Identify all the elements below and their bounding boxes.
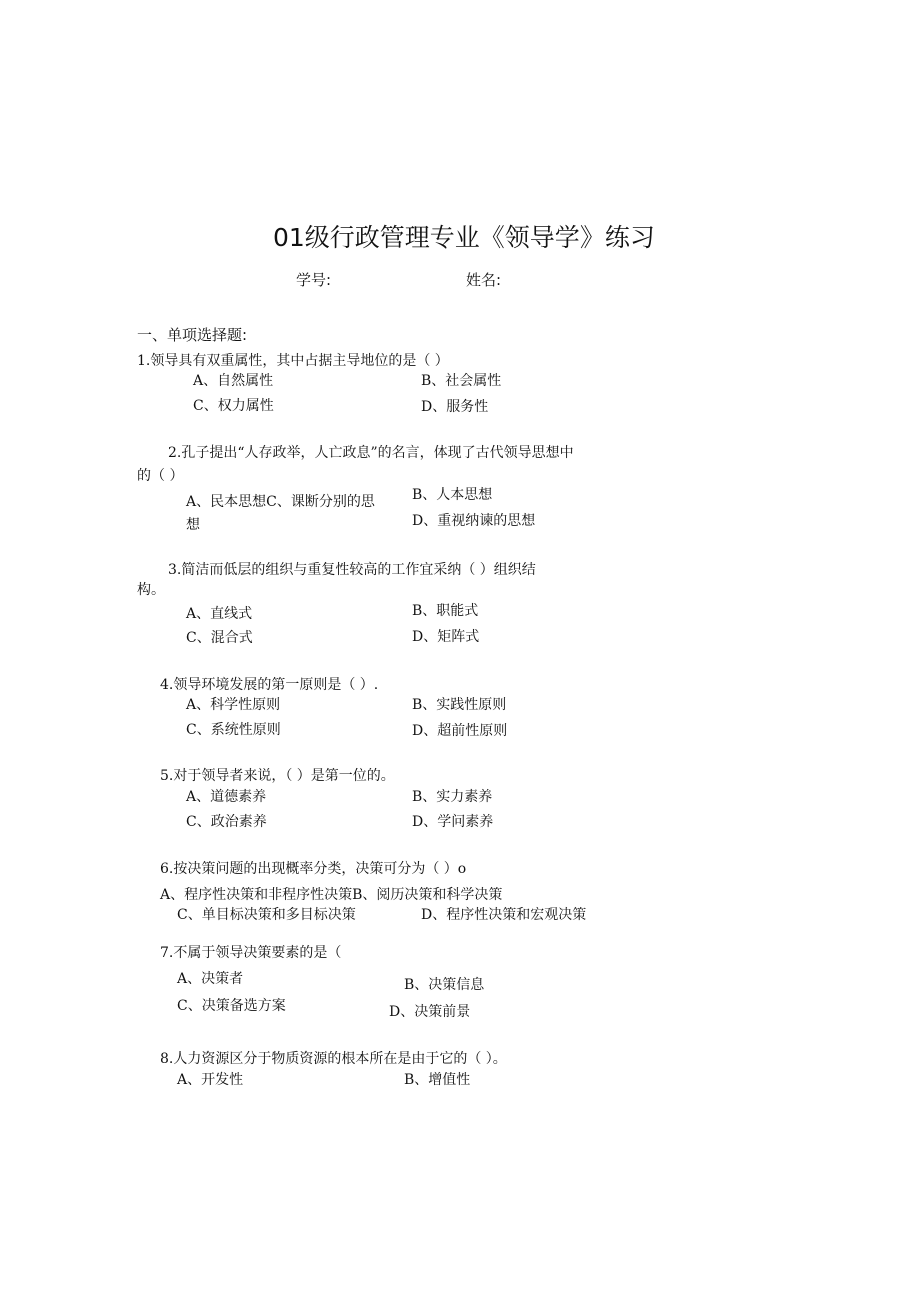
option-a-b: A、程序性决策和非程序性决策B、阅历决策和科学决策: [160, 887, 503, 903]
question-stem: 5.对于领导者来说，（ ）是第一位的。: [160, 768, 395, 784]
student-id-label: 学号:: [296, 271, 332, 289]
question-stem: 8.人力资源区分于物质资源的根本所在是由于它的（ ）。: [160, 1051, 507, 1067]
option-d: D、重视纳谏的思想: [412, 513, 536, 529]
question-stem: 6.按决策问题的出现概率分类，决策可分为（ ）o: [160, 861, 467, 877]
section-title: 一、单项选择题:: [137, 326, 248, 344]
option-b: B、增值性: [404, 1072, 471, 1088]
option-b: B、社会属性: [421, 373, 502, 389]
document-title: 01级行政管理专业《领导学》练习: [273, 223, 655, 252]
option-b: B、职能式: [412, 603, 479, 619]
option-a: A、道德素养: [186, 789, 267, 805]
question-stem-continued: 的（ ）: [137, 468, 184, 484]
option-a: A、决策者: [177, 971, 244, 987]
option-c: C、混合式: [186, 630, 253, 646]
option-d: D、决策前景: [389, 1004, 471, 1020]
option-b: B、实力素养: [412, 789, 493, 805]
option-c-continued: 想: [186, 517, 200, 533]
option-b: B、实践性原则: [412, 697, 507, 713]
option-d: D、矩阵式: [412, 629, 480, 645]
question-stem: 3.简洁而低层的组织与重复性较高的工作宜采纳（ ）组织结: [168, 562, 536, 578]
option-a-c: A、民本思想C、课断分别的思: [186, 494, 375, 510]
option-d: D、程序性决策和宏观决策: [421, 907, 587, 923]
option-c: C、政治素养: [186, 814, 267, 830]
question-stem: 7.不属于领导决策要素的是（: [160, 945, 342, 961]
option-d: D、超前性原则: [412, 723, 508, 739]
option-a: A、开发性: [177, 1072, 244, 1088]
option-d: D、学问素养: [412, 814, 494, 830]
option-a: A、科学性原则: [186, 697, 281, 713]
option-a: A、直线式: [186, 606, 253, 622]
option-b: B、人本思想: [412, 487, 493, 503]
option-c: C、决策备选方案: [177, 998, 286, 1014]
question-stem: 1.领导具有双重属性，其中占据主导地位的是（ ）: [137, 353, 449, 369]
option-a: A、自然属性: [193, 373, 274, 389]
option-c: C、权力属性: [193, 398, 274, 414]
name-label: 姓名:: [466, 271, 502, 289]
question-stem: 4.领导环境发展的第一原则是（ ）.: [160, 677, 379, 693]
question-stem: 2.孔子提出“人存政举，人亡政息”的名言，体现了古代领导思想中: [168, 445, 574, 461]
option-c: C、单目标决策和多目标决策: [177, 907, 356, 923]
option-c: C、系统性原则: [186, 722, 281, 738]
question-stem-continued: 构。: [137, 582, 165, 598]
option-b: B、决策信息: [404, 977, 485, 993]
option-d: D、服务性: [421, 399, 489, 415]
